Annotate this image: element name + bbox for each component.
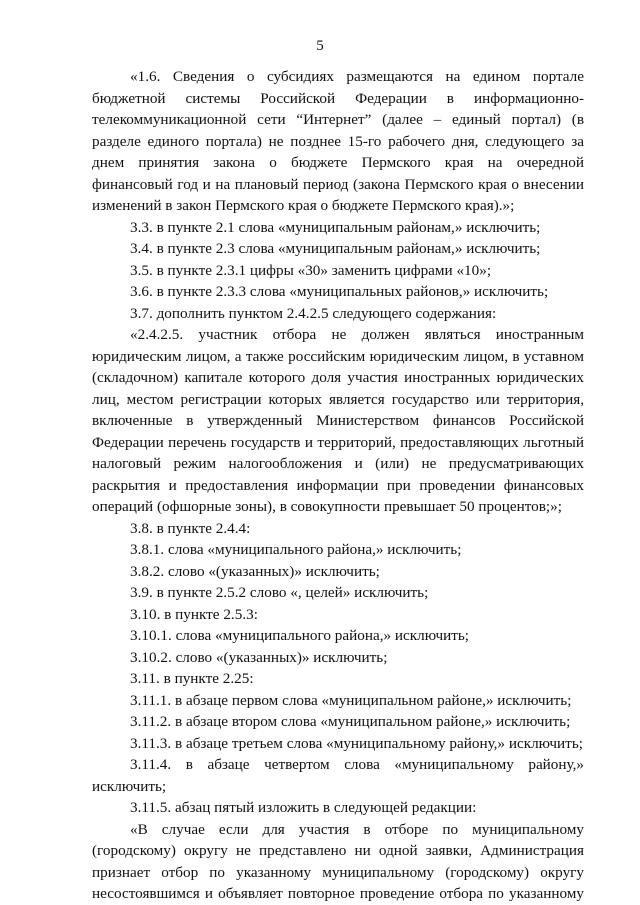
paragraph-3-11-3: 3.11.3. в абзаце третьем слова «муниципальному району,» исключить; (130, 734, 583, 752)
document-body (92, 66, 584, 905)
paragraph-3-8: 3.8. в пункте 2.4.4: (130, 519, 251, 537)
paragraph-3-10-2: 3.10.2. слово «(указанных)» исключить; (130, 648, 388, 666)
paragraph-3-9: 3.9. в пункте 2.5.2 слово «, целей» исключить; (130, 584, 429, 601)
paragraph-3-5: 3.5. в пункте 2.3.1 цифры «30» заменить цифрами «10»; (130, 261, 492, 279)
paragraph-3-6: 3.6. в пункте 2.3.3 слова «муниципальных районов,» исключить; (130, 283, 549, 300)
paragraph-3-4: 3.4. в пункте 2.3 слова «муниципальным районам,» исключить; (130, 240, 541, 257)
paragraph-3-7: 3.7. дополнить пунктом 2.4.2.5 следующего содержания: (130, 304, 497, 322)
paragraph-3-11-1: 3.11.1. в абзаце первом слова «муниципальном районе,» исключить; (130, 691, 572, 709)
paragraph-3-11-5: 3.11.5. абзац пятый изложить в следующей редакции: (130, 799, 477, 816)
paragraph-2-4-2-5: «2.4.2.5. участник отбора не должен являться иностранным юридическим лицом, а также российским юридическим лицом, в уставном (складочном) капитале которого доля участия иностранных юридических лиц, местом регистрации которых является государство или территория, включенные в утвержденный Министерством финансов Российской Федерации перечень государств и территорий, предоставляющих льготный налоговый режим налогообложения и (или) не предусматривающих раскрытия и предоставления информации при проведении финансовых операций (офшорные зоны), в совокупности превышает 50 процентов;»; (92, 326, 584, 515)
paragraph-3-8-2: 3.8.2. слово «(указанных)» исключить; (130, 562, 380, 580)
paragraph-1-6: «1.6. Сведения о субсидиях размещаются на едином портале бюджетной системы Российской Федерации в информационно-телекоммуникационной сети “Интернет” (далее – единый портал) (в разделе единого портала) не позднее 15-го рабочего дня, следующего за днем принятия закона о бюджете Пермского края на очередной финансовый год и на плановый период (закона Пермского края о внесении изменений в закон Пермского края о бюджете Пермского края).»; (92, 68, 584, 214)
paragraph-3-11-2: 3.11.2. в абзаце втором слова «муниципальном районе,» исключить; (130, 713, 571, 730)
paragraph-3-11: 3.11. в пункте 2.25: (130, 670, 254, 687)
paragraph-3-10: 3.10. в пункте 2.5.3: (130, 605, 258, 623)
paragraph-3-3: 3.3. в пункте 2.1 слова «муниципальным районам,» исключить; (130, 218, 541, 236)
paragraph-3-8-1: 3.8.1. слова «муниципального района,» исключить; (130, 541, 462, 558)
paragraph-3-10-1: 3.10.1. слова «муниципального района,» исключить; (130, 627, 470, 644)
paragraph-quoted-abzac: «В случае если для участия в отборе по муниципальному (городскому) округу не представлено ни одной заявки, Администрация признает отбор по указанному муниципальному (городскому) округу несостоявшимся и объявляет повторное проведение отбора по указанному (92, 820, 584, 902)
page-number: 5 (316, 38, 324, 54)
paragraph-3-11-4: 3.11.4. в абзаце четвертом слова «муниципальному району,» исключить; (92, 756, 584, 795)
